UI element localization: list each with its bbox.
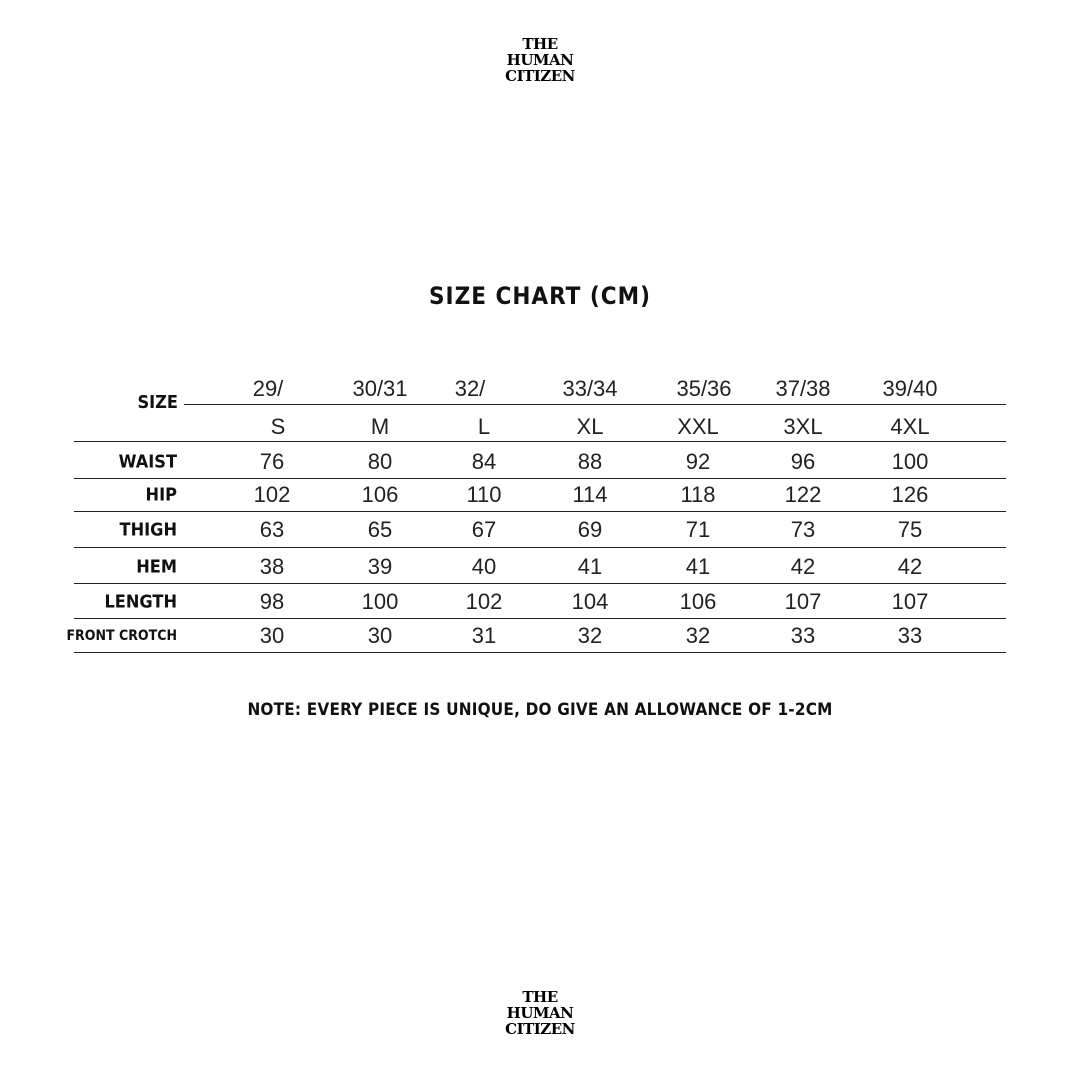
table-cell: 69 — [577, 517, 603, 542]
table-cell: 33 — [897, 623, 923, 648]
table-cell: 98 — [259, 589, 285, 614]
size-number-header: 35/36 — [676, 376, 732, 401]
table-cell: 122 — [784, 482, 822, 507]
row-label: FRONT CROTCH — [66, 628, 177, 644]
logo-line: CITIZEN — [505, 67, 575, 85]
table-cell: 73 — [790, 517, 816, 542]
row-label: WAIST — [118, 451, 177, 473]
table-cell: 30 — [367, 623, 393, 648]
table-cell: 67 — [471, 517, 497, 542]
row-divider — [74, 618, 1006, 619]
table-cell: 92 — [685, 449, 711, 474]
row-label: LENGTH — [104, 591, 177, 613]
table-cell: 76 — [259, 449, 285, 474]
table-cell: 42 — [790, 554, 816, 579]
size-number-header: 32/ — [454, 376, 486, 401]
table-cell: 41 — [685, 554, 711, 579]
table-cell: 84 — [471, 449, 497, 474]
row-label: HEM — [136, 556, 177, 578]
table-cell: 100 — [361, 589, 399, 614]
table-cell: 63 — [259, 517, 285, 542]
table-cell: 31 — [471, 623, 497, 648]
logo-line: THE — [522, 35, 558, 53]
row-divider — [74, 478, 1006, 479]
row-divider — [74, 652, 1006, 653]
table-cell: 100 — [891, 449, 929, 474]
note-text: NOTE: EVERY PIECE IS UNIQUE, DO GIVE AN ALLOWANCE OF 1-2CM — [247, 700, 833, 720]
table-cell: 30 — [259, 623, 285, 648]
logo-line: HUMAN — [506, 1004, 574, 1022]
row-divider — [74, 547, 1006, 548]
logo-line: THE — [522, 988, 558, 1006]
row-label: THIGH — [119, 519, 177, 541]
table-cell: 102 — [465, 589, 503, 614]
size-number-header: 39/40 — [882, 376, 938, 401]
row-divider — [74, 583, 1006, 584]
table-cell: 104 — [571, 589, 609, 614]
brand-logo-top — [0, 36, 1080, 84]
table-cell: 114 — [572, 482, 608, 507]
table-cell: 65 — [367, 517, 393, 542]
size-letter-header: XXL — [677, 414, 719, 439]
row-divider — [74, 441, 1006, 442]
table-cell: 75 — [897, 517, 923, 542]
table-cell: 32 — [577, 623, 603, 648]
page-title: SIZE CHART (CM) — [429, 282, 651, 310]
size-letter-header: M — [370, 414, 390, 439]
size-number-header: 37/38 — [775, 376, 831, 401]
table-cell: 88 — [577, 449, 603, 474]
size-number-header: 30/31 — [352, 376, 408, 401]
table-cell: 41 — [577, 554, 603, 579]
table-cell: 107 — [891, 589, 929, 614]
brand-logo-bottom — [0, 989, 1080, 1037]
table-cell: 106 — [679, 589, 717, 614]
size-letter-header: S — [270, 414, 286, 439]
table-cell: 110 — [466, 482, 502, 507]
table-cell: 39 — [367, 554, 393, 579]
size-header-divider — [184, 404, 1006, 405]
size-letter-header: 4XL — [890, 414, 930, 439]
table-cell: 33 — [790, 623, 816, 648]
logo-line: CITIZEN — [505, 1020, 575, 1038]
table-cell: 107 — [784, 589, 822, 614]
size-letter-header: XL — [576, 414, 604, 439]
size-letter-header: L — [477, 414, 491, 439]
size-number-header: 29/ — [252, 376, 284, 401]
table-cell: 32 — [685, 623, 711, 648]
size-header-label: SIZE — [137, 392, 178, 413]
table-cell: 71 — [685, 517, 711, 542]
size-number-header: 33/34 — [562, 376, 618, 401]
table-cell: 126 — [891, 482, 929, 507]
table-cell: 102 — [253, 482, 291, 507]
table-cell: 118 — [680, 482, 716, 507]
table-cell: 106 — [361, 482, 399, 507]
table-cell: 80 — [367, 449, 393, 474]
table-cell: 96 — [790, 449, 816, 474]
size-letter-header: 3XL — [783, 414, 823, 439]
table-cell: 40 — [471, 554, 497, 579]
row-label: HIP — [145, 484, 177, 506]
logo-line: HUMAN — [506, 51, 574, 69]
row-divider — [74, 511, 1006, 512]
table-cell: 38 — [259, 554, 285, 579]
table-cell: 42 — [897, 554, 923, 579]
